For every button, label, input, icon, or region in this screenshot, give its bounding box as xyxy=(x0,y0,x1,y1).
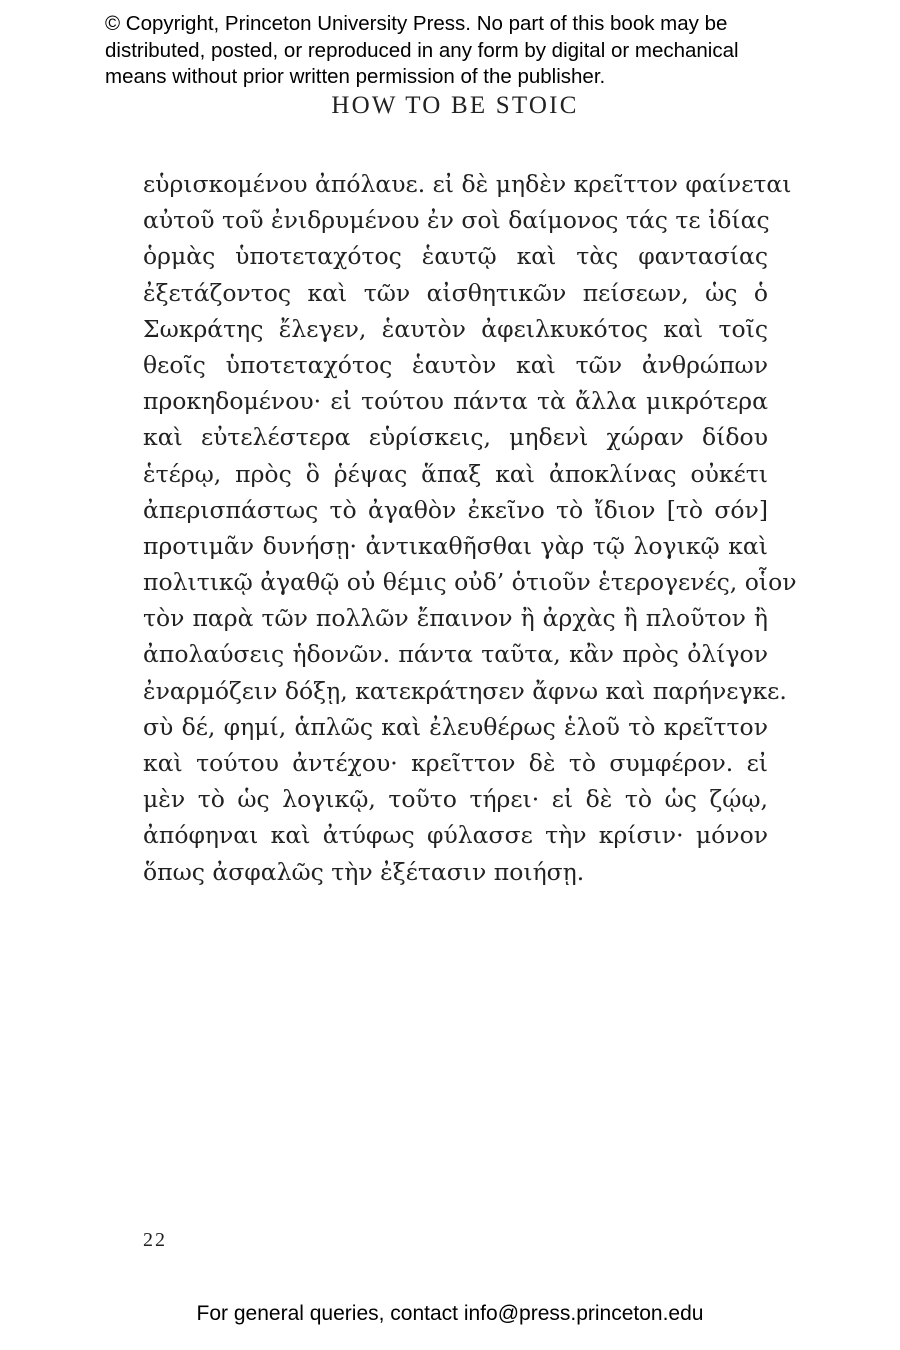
page-number: 22 xyxy=(143,1229,167,1251)
text-line: ἐναρμόζειν δόξῃ, κατεκράτησεν ἄφνω καὶ παρήνεγκε. xyxy=(143,676,787,705)
text-line: προτιμᾶν δυνήσῃ· ἀντικαθῆσθαι γὰρ τῷ λογικῷ καὶ xyxy=(143,531,768,560)
text-line: εὑρισκομένου ἀπόλαυε. εἰ δὲ μηδὲν κρεῖττον φαίνεται xyxy=(143,170,792,198)
text-line: πολιτικῷ ἀγαθῷ οὐ θέμις οὐδ’ ὁτιοῦν ἑτερογενές, οἷον xyxy=(143,568,797,597)
text-line: ἑτέρῳ, πρὸς ὃ ῥέψας ἅπαξ καὶ ἀποκλίνας οὐκέτι xyxy=(143,459,768,488)
running-head: HOW TO BE STOIC xyxy=(331,92,579,119)
text-line: Σωκράτης ἔλεγεν, ἑαυτὸν ἀφειλκυκότος καὶ τοῖς xyxy=(143,314,768,343)
text-line: ἐξετάζοντος καὶ τῶν αἰσθητικῶν πείσεων, ὡς ὁ xyxy=(143,278,768,307)
text-line: καὶ εὐτελέστερα εὑρίσκεις, μηδενὶ χώραν δίδου xyxy=(143,423,768,452)
text-line: ὅπως ἀσφαλῶς τὴν ἐξέτασιν ποιήσῃ. xyxy=(143,857,585,886)
text-line: αὐτοῦ τοῦ ἐνιδρυμένου ἐν σοὶ δαίμονος τάς τε ἰδίας xyxy=(143,206,770,235)
text-line: ἀπερισπάστως τὸ ἀγαθὸν ἐκεῖνο τὸ ἴδιον [τὸ σόν] xyxy=(143,495,768,524)
copyright-notice xyxy=(105,11,825,91)
copyright-line: means without prior written permission of the publisher. xyxy=(105,65,606,88)
text-line: ἀπολαύσεις ἡδονῶν. πάντα ταῦτα, κἂν πρὸς ὀλίγον xyxy=(143,640,768,669)
text-line: καὶ τούτου ἀντέχου· κρεῖττον δὲ τὸ συμφέρον. εἰ xyxy=(143,749,768,777)
text-line: ἀπόφηναι καὶ ἀτύφως φύλασσε τὴν κρίσιν· μόνον xyxy=(143,821,768,850)
text-line: ὁρμὰς ὑποτεταχότος ἑαυτῷ καὶ τὰς φαντασίας xyxy=(143,242,768,271)
copyright-line: distributed, posted, or reproduced in any form by digital or mechanical xyxy=(105,38,739,62)
footer-contact: For general queries, contact info@press.princeton.edu xyxy=(196,1302,704,1325)
greek-text-body xyxy=(143,166,797,890)
copyright-line: © Copyright, Princeton University Press. No part of this book may be xyxy=(105,12,728,35)
text-line: προκηδομένου· εἰ τούτου πάντα τὰ ἄλλα μικρότερα xyxy=(143,387,768,416)
text-line: μὲν τὸ ὡς λογικῷ, τοῦτο τήρει· εἰ δὲ τὸ ὡς ζῴῳ, xyxy=(143,785,768,814)
text-line: θεοῖς ὑποτεταχότος ἑαυτὸν καὶ τῶν ἀνθρώπων xyxy=(143,350,768,379)
text-line: τὸν παρὰ τῶν πολλῶν ἔπαινον ἢ ἀρχὰς ἢ πλοῦτον ἢ xyxy=(143,604,768,633)
text-line: σὺ δέ, φημί, ἁπλῶς καὶ ἐλευθέρως ἑλοῦ τὸ κρεῖττον xyxy=(143,712,768,741)
